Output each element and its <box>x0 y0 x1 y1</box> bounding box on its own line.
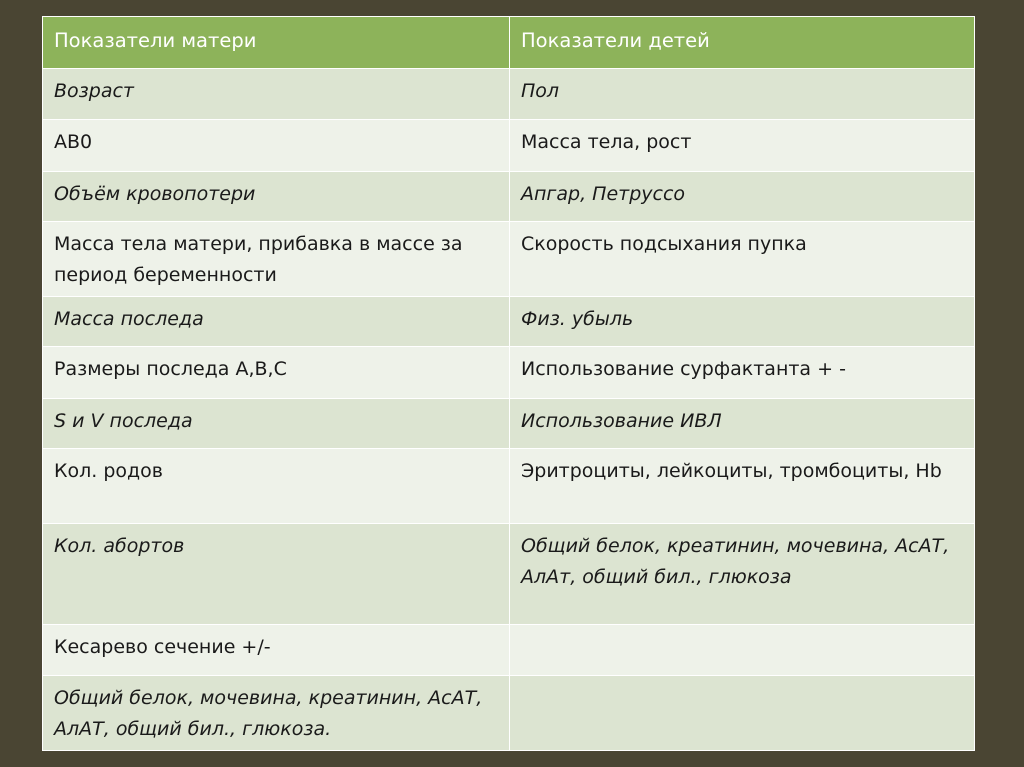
cell-mother: Масса тела матери, прибавка в массе за период беременности <box>43 222 510 297</box>
table-row <box>43 347 975 399</box>
cell-mother: S и V последа <box>43 399 510 449</box>
header-children: Показатели детей <box>510 17 975 69</box>
cell-mother: Кесарево сечение +/- <box>43 625 510 676</box>
table-row <box>43 449 975 524</box>
cell-child <box>510 676 975 751</box>
table-row <box>43 120 975 172</box>
table-row <box>43 399 975 449</box>
header-mother: Показатели матери <box>43 17 510 69</box>
cell-mother: АВ0 <box>43 120 510 172</box>
cell-mother: Кол. родов <box>43 449 510 524</box>
cell-mother: Объём кровопотери <box>43 172 510 222</box>
cell-mother: Общий белок, мочевина, креатинин, АсАТ, АлАТ, общий бил., глюкоза. <box>43 676 510 751</box>
cell-child: Апгар, Петруссо <box>510 172 975 222</box>
data-table-container <box>42 16 974 743</box>
table-row <box>43 625 975 676</box>
table-row <box>43 524 975 625</box>
indicators-table <box>42 16 975 751</box>
cell-child <box>510 625 975 676</box>
cell-mother: Кол. абортов <box>43 524 510 625</box>
table-header-row <box>43 17 975 69</box>
cell-child: Использование ИВЛ <box>510 399 975 449</box>
cell-child: Использование сурфактанта + - <box>510 347 975 399</box>
table-row <box>43 297 975 347</box>
cell-child: Общий белок, креатинин, мочевина, АсАТ, АлАт, общий бил., глюкоза <box>510 524 975 625</box>
table-row <box>43 676 975 751</box>
cell-child: Масса тела, рост <box>510 120 975 172</box>
cell-child: Физ. убыль <box>510 297 975 347</box>
cell-child: Скорость подсыхания пупка <box>510 222 975 297</box>
cell-child: Пол <box>510 69 975 120</box>
cell-child: Эритроциты, лейкоциты, тромбоциты, Hb <box>510 449 975 524</box>
table-row <box>43 172 975 222</box>
table-row <box>43 222 975 297</box>
cell-mother: Возраст <box>43 69 510 120</box>
table-row <box>43 69 975 120</box>
cell-mother: Масса последа <box>43 297 510 347</box>
cell-mother: Размеры последа А,В,С <box>43 347 510 399</box>
